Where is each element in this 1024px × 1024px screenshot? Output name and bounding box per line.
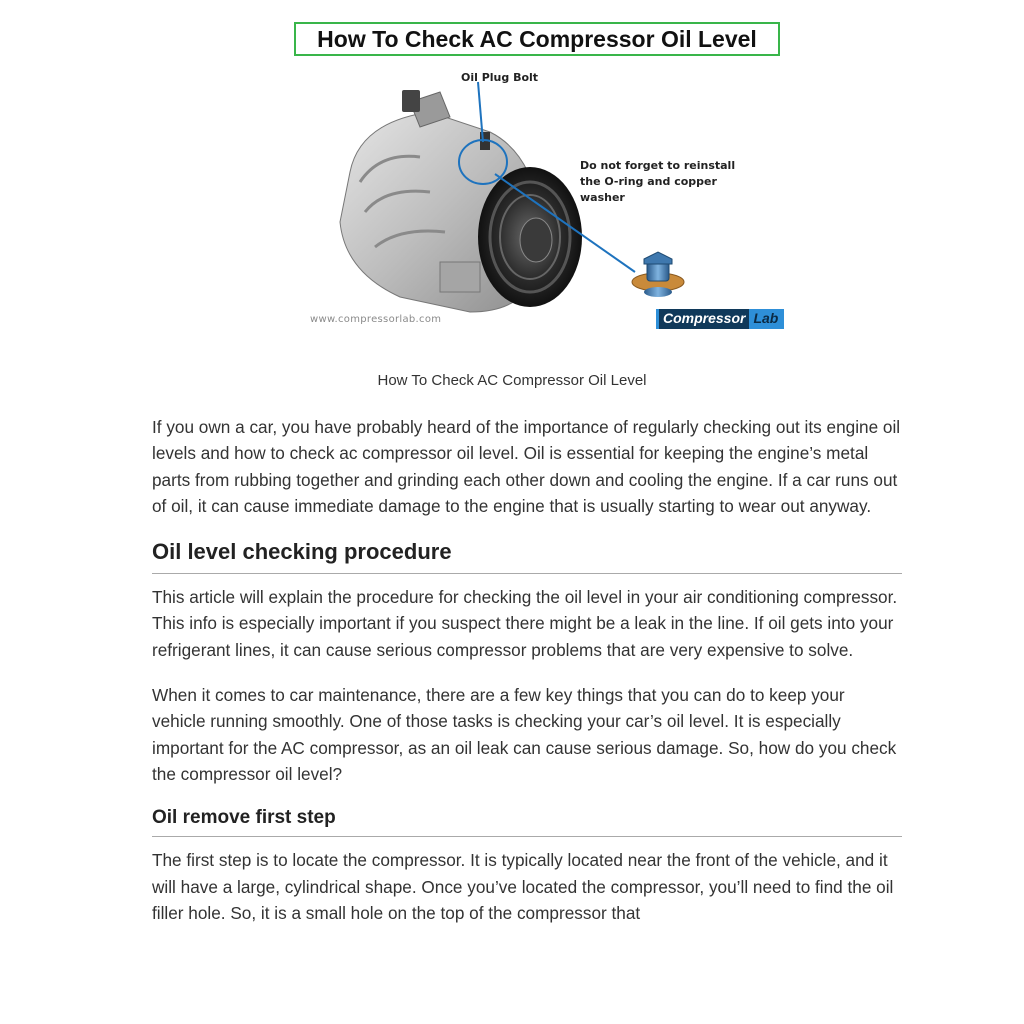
- watermark-text: www.compressorlab.com: [310, 314, 442, 325]
- oring-note-label: Do not forget to reinstall the O-ring and copper washer: [580, 159, 736, 204]
- detail-bolt: [632, 252, 684, 297]
- figure-caption: How To Check AC Compressor Oil Level: [377, 372, 647, 389]
- first-step-paragraph: The first step is to locate the compressor. It is typically located near the front of the vehicle, and it will have a large, cylindrical shape. Once you’ve located the compressor, you’ll need to find the oil filler hole. So, it is a small hole on the top of the compressor that: [152, 850, 894, 923]
- procedure-paragraph-2: When it comes to car maintenance, there are a few key things that you can do to keep your vehicle running smoothly. One of those tasks is checking your car’s oil level. It is especially important for the AC compressor, as an oil leak can cause serious damage. So, how do you check the compressor oil level?: [152, 685, 897, 784]
- compressorlab-logo: [656, 309, 784, 329]
- logo-text-lab: Lab: [749, 309, 784, 329]
- article-body: [152, 414, 902, 926]
- figure-title: How To Check AC Compressor Oil Level: [294, 22, 780, 56]
- compressor-figure: [290, 18, 790, 348]
- logo-text-compressor: Compressor: [656, 309, 749, 329]
- compressor-pulley: [478, 167, 582, 307]
- intro-paragraph: If you own a car, you have probably heard of the importance of regularly checking out its engine oil levels and how to check ac compressor oil level. Oil is essential for keeping the engine’s metal parts from rubbing together and grinding each other down and cooling the engine. If a car runs out of oil, it can cause immediate damage to the engine that is usually starting to wear out anyway.: [152, 417, 901, 516]
- oil-plug-label: Oil Plug Bolt: [461, 71, 539, 84]
- section-heading-procedure: Oil level checking procedure: [152, 539, 902, 574]
- subheading-first-step: Oil remove first step: [152, 807, 902, 837]
- procedure-paragraph-1: This article will explain the procedure for checking the oil level in your air conditioning compressor. This info is especially important if you suspect there might be a leak in the line. If oil gets into your refrigerant lines, it can cause serious compressor problems that are very expensive to solve.: [152, 587, 898, 660]
